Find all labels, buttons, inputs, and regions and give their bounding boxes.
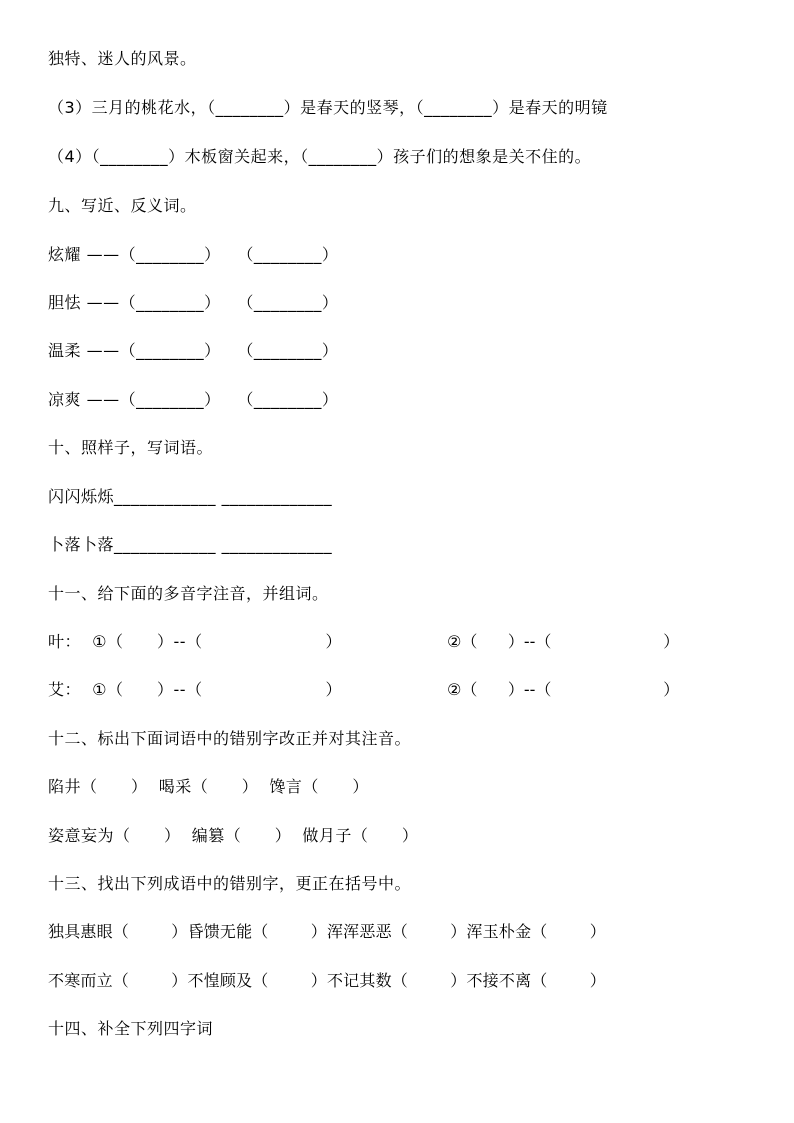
section-13-heading: 十三、找出下列成语中的错别字，更正在括号中。 xyxy=(48,874,412,893)
idiom-row-1: 独具惠眼（ ）昏馈无能（ ）浑浑恶恶（ ）浑玉朴金（ ） xyxy=(48,922,606,941)
pattern-row-2: 卜落卜落____________ _____________ xyxy=(48,535,333,554)
idiom-row-2: 不寒而立（ ）不惶顾及（ ）不记其数（ ）不接不离（ ） xyxy=(48,971,606,990)
word-row-2: 胆怯 ——（________） （________） xyxy=(48,293,339,312)
polyphone-ye-2: ②（ ）--（ ） xyxy=(447,632,680,651)
section-14-heading: 十四、补全下列四字词 xyxy=(48,1019,214,1038)
polyphone-ai-2: ②（ ）--（ ） xyxy=(447,680,680,699)
section-12-heading: 十二、标出下面词语中的错别字改正并对其注音。 xyxy=(48,729,412,748)
section-10-heading: 十、照样子，写词语。 xyxy=(48,438,214,457)
question-4: （4）（________）木板窗关起来，（________）孩子们的想象是关不住的。 xyxy=(48,147,592,166)
typo-row-1: 陷井（ ） 喝采（ ） 馋言（ ） xyxy=(48,777,369,796)
word-row-1: 炫耀 ——（________） （________） xyxy=(48,245,339,264)
question-3: （3）三月的桃花水，（________）是春天的竖琴，（________）是春天的明镜 xyxy=(48,98,608,117)
pattern-row-1: 闪闪烁烁____________ _____________ xyxy=(48,487,333,506)
polyphone-ai-1: 艾： ①（ ）--（ ） xyxy=(48,680,342,699)
section-11-heading: 十一、给下面的多音字注音，并组词。 xyxy=(48,584,329,603)
typo-row-2: 姿意妄为（ ） 编篡（ ） 做月子（ ） xyxy=(48,826,419,845)
polyphone-ye-1: 叶： ①（ ）--（ ） xyxy=(48,632,342,651)
word-row-3: 温柔 ——（________） （________） xyxy=(48,341,339,360)
text-line-1: 独特、迷人的风景。 xyxy=(48,49,197,68)
section-9-heading: 九、写近、反义词。 xyxy=(48,196,197,215)
word-row-4: 凉爽 ——（________） （________） xyxy=(48,390,339,409)
